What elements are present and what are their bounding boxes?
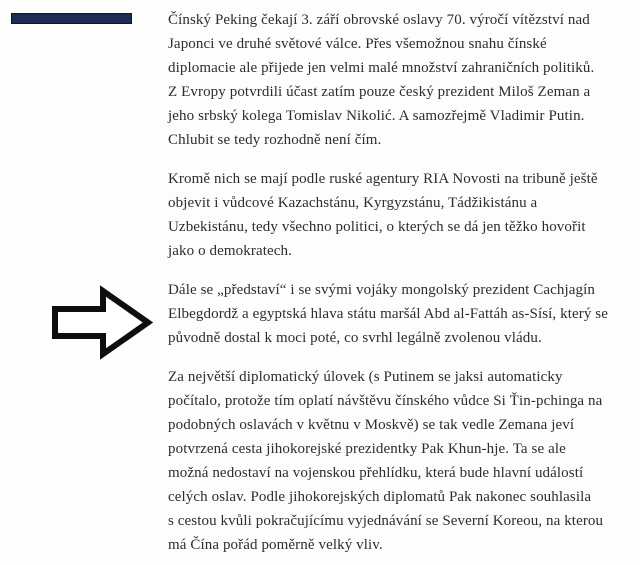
text-line: s cestou kvůli pokračujícímu vyjednávání se Severní Koreou, na kterou xyxy=(168,513,604,529)
article-text xyxy=(168,8,634,565)
text-line: Dále se „představí“ i se svými vojáky mongolský prezident Cachjagín xyxy=(168,282,596,298)
article-paragraph-4 xyxy=(168,365,634,557)
text-line: jako o demokratech. xyxy=(168,243,292,259)
article-paragraph-3 xyxy=(168,278,634,350)
redaction-bar xyxy=(11,13,132,24)
text-line: Chlubit se tedy rozhodně není čím. xyxy=(168,132,382,148)
text-line: celých oslav. Podle jihokorejských diplomatů Pak nakonec souhlasila xyxy=(168,489,592,505)
text-line: má Čína pořád poměrně velký vliv. xyxy=(168,537,383,553)
text-line: počítalo, protože tím oplatí návštěvu čínského vůdce Si Ťin-pchinga na xyxy=(168,393,603,409)
text-line: Elbegdordž a egyptská hlava státu maršál Abd al-Fattáh as-Sísí, který se xyxy=(168,306,609,322)
text-line: Japonci ve druhé světové válce. Přes všemožnou snahu čínské xyxy=(168,36,547,52)
text-line: Uzbekistánu, tedy všechno politici, o kterých se dá jen těžko hovořit xyxy=(168,219,586,235)
article-paragraph-1 xyxy=(168,8,634,152)
text-line: Kromě nich se mají podle ruské agentury RIA Novosti na tribuně ještě xyxy=(168,171,598,187)
text-line: původně dostal k moci poté, co svrhl legálně zvolenou vládu. xyxy=(168,330,542,346)
text-line: diplomacie ale přijede jen velmi malé množství zahraničních politiků. xyxy=(168,60,595,76)
article-paragraph-2 xyxy=(168,167,634,263)
right-arrow-shape xyxy=(55,291,148,354)
text-line: Za největší diplomatický úlovek (s Putinem se jaksi automaticky xyxy=(168,369,563,385)
right-arrow-icon xyxy=(45,283,155,363)
text-line: podobných oslavách v květnu v Moskvě) se tak vedle Zemana jeví xyxy=(168,417,575,433)
text-line: Čínský Peking čekají 3. září obrovské oslavy 70. výročí vítězství nad xyxy=(168,12,590,28)
text-line: možná nedostaví na vojenskou přehlídku, která bude hlavní událostí xyxy=(168,465,584,481)
text-line: potvrzená cesta jihokorejské prezidentky Pak Khun-hje. Ta se ale xyxy=(168,441,566,457)
text-line: objevit i vůdcové Kazachstánu, Kyrgyzstánu, Tádžikistánu a xyxy=(168,195,538,211)
text-line: jeho srbský kolega Tomislav Nikolić. A samozřejmě Vladimir Putin. xyxy=(168,108,585,124)
text-line: Z Evropy potvrdili účast zatím pouze český prezident Miloš Zeman a xyxy=(168,84,591,100)
